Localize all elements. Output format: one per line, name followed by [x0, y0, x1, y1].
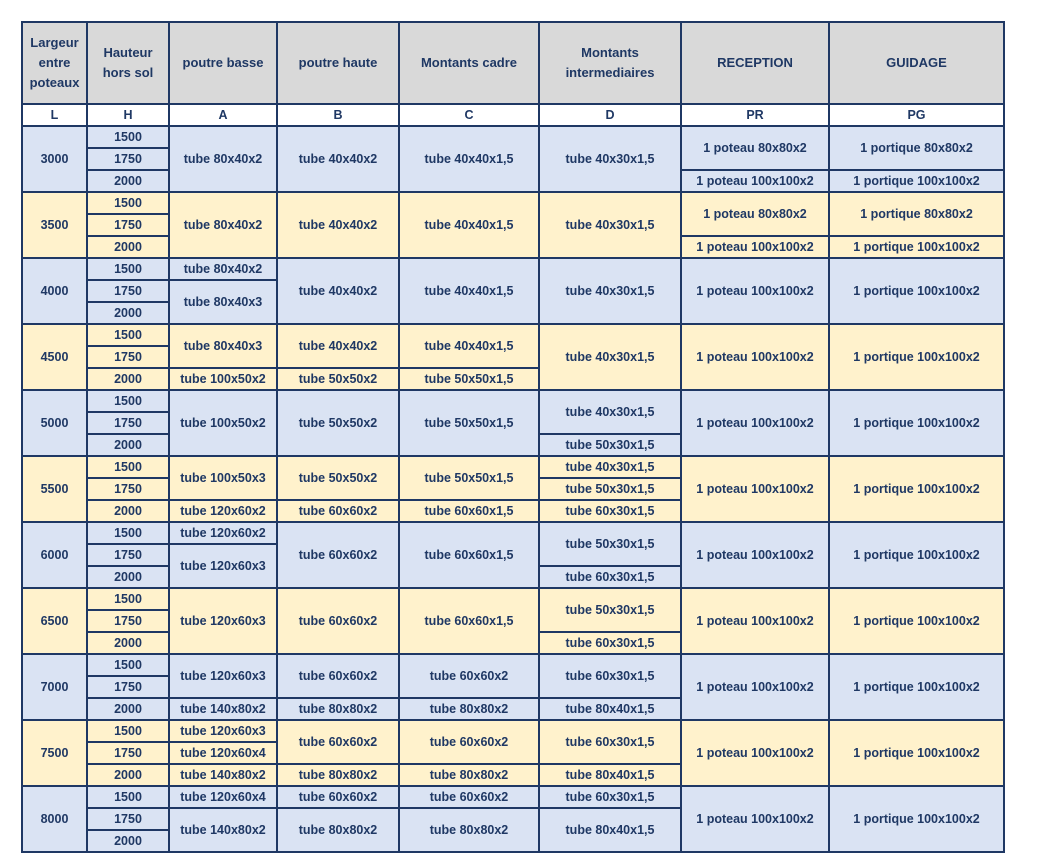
group-3000	[22, 126, 1004, 192]
cell-l: 7000	[22, 654, 87, 720]
cell-b: tube 60x60x2	[277, 654, 399, 698]
cell-h: 1750	[87, 214, 169, 236]
cell-h: 2000	[87, 764, 169, 786]
cell-h: 1750	[87, 610, 169, 632]
cell-pg: 1 portique 80x80x2	[829, 126, 1004, 170]
cell-b: tube 60x60x2	[277, 500, 399, 522]
cell-c: tube 80x80x2	[399, 698, 539, 720]
cell-d: tube 80x40x1,5	[539, 764, 681, 786]
cell-a: tube 140x80x2	[169, 808, 277, 852]
cell-h: 1750	[87, 808, 169, 830]
cell-pg: 1 portique 100x100x2	[829, 522, 1004, 588]
cell-a: tube 120x60x2	[169, 522, 277, 544]
cell-b: tube 40x40x2	[277, 258, 399, 324]
cell-h: 1500	[87, 258, 169, 280]
code-pg: PG	[829, 104, 1004, 126]
cell-l: 3500	[22, 192, 87, 258]
cell-a: tube 100x50x2	[169, 390, 277, 456]
cell-pr: 1 poteau 100x100x2	[681, 786, 829, 852]
cell-l: 5000	[22, 390, 87, 456]
cell-h: 2000	[87, 830, 169, 852]
cell-h: 1500	[87, 126, 169, 148]
cell-h: 2000	[87, 566, 169, 588]
cell-pr: 1 poteau 100x100x2	[681, 390, 829, 456]
cell-h: 1500	[87, 456, 169, 478]
cell-d: tube 40x30x1,5	[539, 126, 681, 192]
cell-c: tube 40x40x1,5	[399, 258, 539, 324]
cell-a: tube 100x50x3	[169, 456, 277, 500]
cell-b: tube 50x50x2	[277, 390, 399, 456]
cell-a: tube 80x40x3	[169, 280, 277, 324]
cell-l: 4500	[22, 324, 87, 390]
cell-h: 2000	[87, 368, 169, 390]
group-6000	[22, 522, 1004, 588]
group-5000	[22, 390, 1004, 456]
cell-d: tube 50x30x1,5	[539, 434, 681, 456]
cell-c: tube 40x40x1,5	[399, 192, 539, 258]
cell-h: 1750	[87, 742, 169, 764]
cell-pr: 1 poteau 100x100x2	[681, 522, 829, 588]
cell-pg: 1 portique 100x100x2	[829, 258, 1004, 324]
cell-a: tube 120x60x3	[169, 588, 277, 654]
cell-h: 2000	[87, 500, 169, 522]
cell-c: tube 40x40x1,5	[399, 324, 539, 368]
cell-h: 1500	[87, 654, 169, 676]
cell-h: 1750	[87, 676, 169, 698]
header-hauteur: Hauteur hors sol	[87, 22, 169, 104]
cell-d: tube 60x30x1,5	[539, 786, 681, 808]
header-guidage: GUIDAGE	[829, 22, 1004, 104]
cell-b: tube 60x60x2	[277, 588, 399, 654]
cell-pr: 1 poteau 100x100x2	[681, 170, 829, 192]
cell-d: tube 80x40x1,5	[539, 808, 681, 852]
group-4000	[22, 258, 1004, 324]
header-reception: RECEPTION	[681, 22, 829, 104]
cell-h: 1750	[87, 346, 169, 368]
cell-pr: 1 poteau 100x100x2	[681, 258, 829, 324]
cell-a: tube 120x60x4	[169, 786, 277, 808]
cell-c: tube 50x50x1,5	[399, 456, 539, 500]
cell-a: tube 140x80x2	[169, 698, 277, 720]
cell-h: 1750	[87, 280, 169, 302]
cell-a: tube 120x60x4	[169, 742, 277, 764]
cell-d: tube 40x30x1,5	[539, 390, 681, 434]
cell-pg: 1 portique 100x100x2	[829, 170, 1004, 192]
cell-pg: 1 portique 100x100x2	[829, 786, 1004, 852]
cell-pr: 1 poteau 100x100x2	[681, 720, 829, 786]
cell-pg: 1 portique 100x100x2	[829, 456, 1004, 522]
dimension-table	[21, 21, 1005, 853]
cell-d: tube 50x30x1,5	[539, 522, 681, 566]
header-poutre-haute: poutre haute	[277, 22, 399, 104]
cell-h: 2000	[87, 632, 169, 654]
group-6500	[22, 588, 1004, 654]
cell-h: 1750	[87, 412, 169, 434]
cell-h: 2000	[87, 170, 169, 192]
code-d: D	[539, 104, 681, 126]
cell-pr: 1 poteau 80x80x2	[681, 126, 829, 170]
cell-a: tube 120x60x2	[169, 500, 277, 522]
cell-d: tube 60x30x1,5	[539, 500, 681, 522]
header-poutre-basse: poutre basse	[169, 22, 277, 104]
cell-c: tube 60x60x2	[399, 654, 539, 698]
cell-b: tube 60x60x2	[277, 786, 399, 808]
cell-l: 7500	[22, 720, 87, 786]
cell-pr: 1 poteau 100x100x2	[681, 236, 829, 258]
cell-d: tube 60x30x1,5	[539, 632, 681, 654]
cell-a: tube 120x60x3	[169, 720, 277, 742]
cell-b: tube 40x40x2	[277, 192, 399, 258]
cell-c: tube 40x40x1,5	[399, 126, 539, 192]
cell-pg: 1 portique 100x100x2	[829, 588, 1004, 654]
cell-b: tube 60x60x2	[277, 720, 399, 764]
cell-a: tube 80x40x2	[169, 126, 277, 192]
cell-c: tube 50x50x1,5	[399, 390, 539, 456]
cell-pr: 1 poteau 100x100x2	[681, 456, 829, 522]
cell-d: tube 80x40x1,5	[539, 698, 681, 720]
cell-d: tube 50x30x1,5	[539, 478, 681, 500]
cell-h: 2000	[87, 236, 169, 258]
cell-b: tube 80x80x2	[277, 698, 399, 720]
cell-d: tube 60x30x1,5	[539, 566, 681, 588]
cell-d: tube 40x30x1,5	[539, 324, 681, 390]
cell-pg: 1 portique 100x100x2	[829, 390, 1004, 456]
group-4500	[22, 324, 1004, 390]
cell-c: tube 60x60x2	[399, 720, 539, 764]
group-8000	[22, 786, 1004, 852]
cell-b: tube 80x80x2	[277, 808, 399, 852]
code-pr: PR	[681, 104, 829, 126]
group-7500	[22, 720, 1004, 786]
cell-c: tube 60x60x1,5	[399, 500, 539, 522]
cell-a: tube 80x40x2	[169, 258, 277, 280]
code-h: H	[87, 104, 169, 126]
cell-b: tube 50x50x2	[277, 368, 399, 390]
cell-c: tube 60x60x2	[399, 786, 539, 808]
cell-l: 4000	[22, 258, 87, 324]
group-7000	[22, 654, 1004, 720]
cell-c: tube 60x60x1,5	[399, 522, 539, 588]
cell-pg: 1 portique 80x80x2	[829, 192, 1004, 236]
cell-d: tube 40x30x1,5	[539, 258, 681, 324]
cell-d: tube 50x30x1,5	[539, 588, 681, 632]
cell-a: tube 80x40x2	[169, 192, 277, 258]
cell-c: tube 80x80x2	[399, 808, 539, 852]
code-b: B	[277, 104, 399, 126]
cell-a: tube 120x60x3	[169, 544, 277, 588]
cell-pr: 1 poteau 100x100x2	[681, 588, 829, 654]
cell-h: 2000	[87, 302, 169, 324]
cell-d: tube 40x30x1,5	[539, 456, 681, 478]
cell-pg: 1 portique 100x100x2	[829, 236, 1004, 258]
cell-l: 6000	[22, 522, 87, 588]
cell-l: 6500	[22, 588, 87, 654]
code-l: L	[22, 104, 87, 126]
cell-pr: 1 poteau 100x100x2	[681, 654, 829, 720]
cell-d: tube 60x30x1,5	[539, 720, 681, 764]
header-montants-cadre: Montants cadre	[399, 22, 539, 104]
cell-h: 2000	[87, 698, 169, 720]
group-3500	[22, 192, 1004, 258]
cell-pg: 1 portique 100x100x2	[829, 654, 1004, 720]
cell-a: tube 100x50x2	[169, 368, 277, 390]
cell-pr: 1 poteau 100x100x2	[681, 324, 829, 390]
cell-c: tube 50x50x1,5	[399, 368, 539, 390]
code-a: A	[169, 104, 277, 126]
cell-h: 2000	[87, 434, 169, 456]
cell-l: 5500	[22, 456, 87, 522]
cell-h: 1750	[87, 148, 169, 170]
group-5500	[22, 456, 1004, 522]
cell-pr: 1 poteau 80x80x2	[681, 192, 829, 236]
cell-h: 1500	[87, 588, 169, 610]
cell-b: tube 50x50x2	[277, 456, 399, 500]
cell-b: tube 40x40x2	[277, 126, 399, 192]
cell-h: 1500	[87, 324, 169, 346]
cell-pg: 1 portique 100x100x2	[829, 720, 1004, 786]
cell-h: 1500	[87, 786, 169, 808]
header-largeur: Largeur entre poteaux	[22, 22, 87, 104]
cell-c: tube 60x60x1,5	[399, 588, 539, 654]
cell-a: tube 140x80x2	[169, 764, 277, 786]
code-c: C	[399, 104, 539, 126]
cell-d: tube 60x30x1,5	[539, 654, 681, 698]
header-montants-intermediaires: Montants intermediaires	[539, 22, 681, 104]
cell-b: tube 60x60x2	[277, 522, 399, 588]
cell-pg: 1 portique 100x100x2	[829, 324, 1004, 390]
cell-b: tube 40x40x2	[277, 324, 399, 368]
cell-h: 1750	[87, 478, 169, 500]
cell-h: 1750	[87, 544, 169, 566]
cell-h: 1500	[87, 522, 169, 544]
cell-d: tube 40x30x1,5	[539, 192, 681, 258]
cell-h: 1500	[87, 390, 169, 412]
cell-l: 8000	[22, 786, 87, 852]
cell-c: tube 80x80x2	[399, 764, 539, 786]
cell-b: tube 80x80x2	[277, 764, 399, 786]
cell-l: 3000	[22, 126, 87, 192]
cell-a: tube 120x60x3	[169, 654, 277, 698]
cell-h: 1500	[87, 720, 169, 742]
cell-h: 1500	[87, 192, 169, 214]
cell-a: tube 80x40x3	[169, 324, 277, 368]
